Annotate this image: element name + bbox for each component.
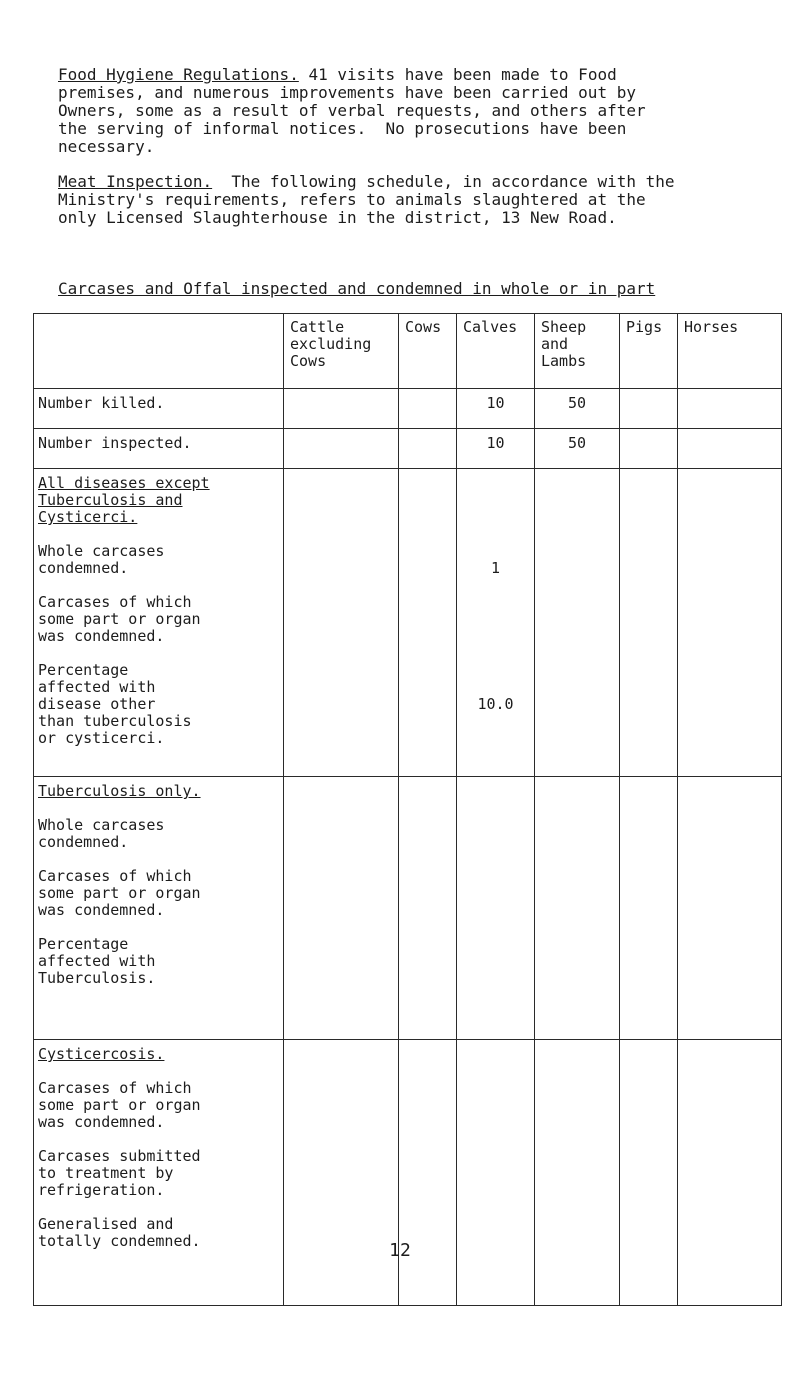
killed-sheep-value: 50	[535, 389, 620, 429]
table-row	[34, 429, 782, 469]
header-horses: Horses	[678, 314, 782, 389]
header-blank	[34, 314, 284, 389]
section1-calves-values	[457, 469, 535, 777]
page-number: 12	[389, 1240, 411, 1261]
inspected-calves-value: 10	[457, 429, 535, 469]
meat-inspection-paragraph: Meat Inspection. The following schedule, in accordance with the Ministry's requirements, refers to animals slaughtered at the only Licensed Slaughterhouse in the district, 13 New Road.	[58, 172, 675, 227]
table-caption: Carcases and Offal inspected and condemned in whole or in part	[58, 279, 656, 298]
header-cattle: Cattle excluding Cows	[284, 314, 399, 389]
header-row	[34, 314, 782, 389]
row-label-killed: Number killed.	[34, 389, 284, 429]
table-row	[34, 1040, 782, 1306]
food-hygiene-paragraph: Food Hygiene Regulations. 41 visits have been made to Food premises, and numerous improvements have been carried out by Owners, some as a result of verbal requests, and others after the serving of informal notices. No prosecutions have been necessary.	[58, 65, 646, 156]
header-calves: Calves	[457, 314, 535, 389]
table-row	[34, 777, 782, 1040]
section-tuberculosis: Tuberculosis only. Whole carcases condemned. Carcases of which some part or organ was condemned. Percentage affected with Tuberculosis.	[34, 777, 284, 1040]
food-hygiene-heading: Food Hygiene Regulations.	[58, 65, 299, 84]
header-sheep: Sheep and Lambs	[535, 314, 620, 389]
inspected-sheep-value: 50	[535, 429, 620, 469]
calves-part-condemned: 1	[490, 559, 501, 577]
killed-calves-value: 10	[457, 389, 535, 429]
meat-inspection-heading: Meat Inspection.	[58, 172, 213, 191]
table-row	[34, 469, 782, 777]
header-cows: Cows	[399, 314, 457, 389]
calves-percentage: 10.0	[477, 695, 514, 713]
table-row	[34, 389, 782, 429]
section-all-diseases: All diseases except Tuberculosis and Cysticerci. Whole carcases condemned. Carcases of which some part or organ was condemned. Percentage affected with disease other than tuberculosis or cysticerci.	[34, 469, 284, 777]
inspection-table	[33, 313, 782, 1306]
row-label-inspected: Number inspected.	[34, 429, 284, 469]
section-cysticercosis: Cysticercosis. Carcases of which some part or organ was condemned. Carcases submitted to treatment by refrigeration. Generalised and totally condemned.	[34, 1040, 284, 1306]
header-pigs: Pigs	[620, 314, 678, 389]
